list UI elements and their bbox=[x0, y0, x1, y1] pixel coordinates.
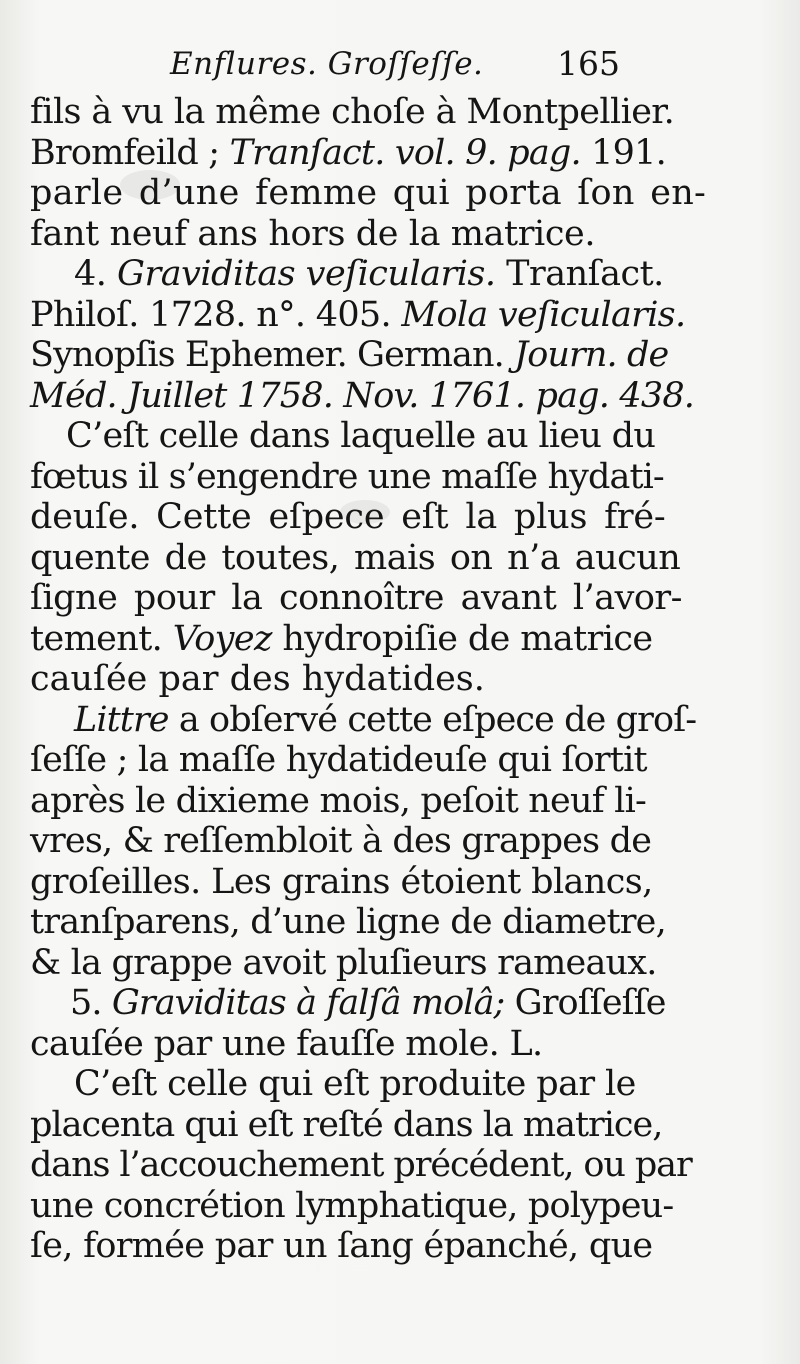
text-line bbox=[30, 456, 664, 498]
text-span: après le dixieme mois, peſoit neuf li- bbox=[30, 780, 646, 821]
text-line bbox=[30, 942, 657, 984]
text-span: 191. bbox=[580, 132, 666, 173]
text-span: deuſe. Cette eſpece eſt la plus fré- bbox=[30, 497, 666, 537]
text-span: tement. bbox=[30, 618, 173, 659]
text-span: fils à vu la même choſe à Montpellier. bbox=[30, 92, 675, 132]
text-line bbox=[30, 294, 686, 336]
text-span: placenta qui eſt reſté dans la matrice, bbox=[30, 1104, 663, 1145]
text-span: hydropiſie de matrice bbox=[271, 618, 653, 659]
text-line bbox=[30, 132, 666, 174]
text-span: a obſervé cette eſpece de groſ- bbox=[168, 699, 697, 740]
text-line bbox=[30, 902, 666, 943]
text-line bbox=[30, 983, 666, 1024]
text-line bbox=[30, 740, 647, 781]
running-title: Enflures. Groſſeſſe. bbox=[170, 46, 484, 82]
text-line bbox=[30, 214, 622, 255]
text-span: 4. bbox=[74, 254, 118, 294]
text-span: groſeilles. Les grains étoient blancs, bbox=[30, 861, 653, 902]
body-text bbox=[30, 92, 707, 1267]
italic-text: Méd. Juillet 1758. Nov. 1761. pag. 438. bbox=[30, 375, 695, 416]
page-number: 165 bbox=[557, 44, 620, 83]
text-span: C’eſt celle qui eſt produite par le bbox=[74, 1064, 636, 1104]
italic-text: Graviditas à falſâ molâ; bbox=[111, 983, 505, 1023]
text-span: & la grappe avoit pluſieurs rameaux. bbox=[30, 942, 657, 983]
page-header bbox=[170, 44, 620, 94]
text-line bbox=[30, 92, 675, 133]
text-span: Bromfeild ; bbox=[30, 132, 230, 173]
text-line bbox=[30, 618, 653, 660]
italic-text: Littre bbox=[74, 699, 169, 740]
italic-text: Mola veſicularis. bbox=[401, 294, 686, 335]
text-line bbox=[30, 1104, 663, 1146]
text-span: ſigne pour la connoître avant l’avor- bbox=[30, 578, 682, 618]
text-span: fant neuf ans hors de la matrice. bbox=[30, 213, 596, 254]
text-span: Synopſis Ephemer. German. bbox=[30, 335, 515, 375]
text-line bbox=[30, 416, 656, 457]
text-line bbox=[30, 1145, 692, 1186]
text-line bbox=[30, 861, 653, 903]
text-span: Groſſeſſe bbox=[504, 983, 666, 1023]
text-span: quente de toutes, mais on n’a aucun bbox=[30, 537, 681, 578]
italic-text: Voyez bbox=[172, 618, 272, 659]
text-line bbox=[30, 821, 652, 862]
text-span: vres, & reſſembloit à des grappes de bbox=[30, 821, 652, 861]
italic-text: Graviditas veſicularis. bbox=[117, 254, 496, 294]
text-line bbox=[30, 1226, 653, 1267]
text-span: ſe, formée par un ſang épanché, que bbox=[30, 1226, 653, 1266]
text-line bbox=[30, 1064, 636, 1105]
text-line bbox=[30, 1185, 674, 1227]
text-line bbox=[30, 375, 695, 417]
text-line bbox=[30, 1024, 622, 1065]
text-span: cauſée par des hydatides. bbox=[30, 659, 485, 699]
text-span: parle d’une femme qui porta ſon en- bbox=[30, 173, 707, 213]
text-span: dans l’accouchement précédent, ou par bbox=[30, 1145, 692, 1185]
text-span: une concrétion lymphatique, polypeu- bbox=[30, 1185, 674, 1226]
text-line bbox=[30, 497, 666, 538]
text-span: Philoſ. 1728. n°. 405. bbox=[30, 294, 402, 335]
italic-text: Tranſact. vol. 9. pag. bbox=[229, 132, 581, 173]
text-span: ſeſſe ; la maſſe hydatideuſe qui ſortit bbox=[30, 740, 647, 780]
text-line bbox=[30, 254, 664, 295]
text-line bbox=[30, 537, 681, 579]
text-span: fœtus il s’engendre une maſſe hydati- bbox=[30, 456, 664, 497]
text-span: cauſée par une fauſſe mole. L. bbox=[30, 1023, 543, 1064]
text-line bbox=[30, 659, 622, 700]
text-line bbox=[30, 335, 669, 376]
italic-text: Journ. de bbox=[514, 335, 669, 375]
text-span: 5. bbox=[70, 983, 112, 1023]
text-line bbox=[30, 173, 707, 214]
text-line bbox=[30, 780, 646, 822]
text-line bbox=[30, 699, 697, 741]
text-line bbox=[30, 578, 682, 619]
text-span: tranſparens, d’une ligne de diametre, bbox=[30, 902, 666, 942]
text-span: C’eſt celle dans laquelle au lieu du bbox=[66, 416, 656, 456]
text-span: Tranſact. bbox=[495, 254, 664, 294]
